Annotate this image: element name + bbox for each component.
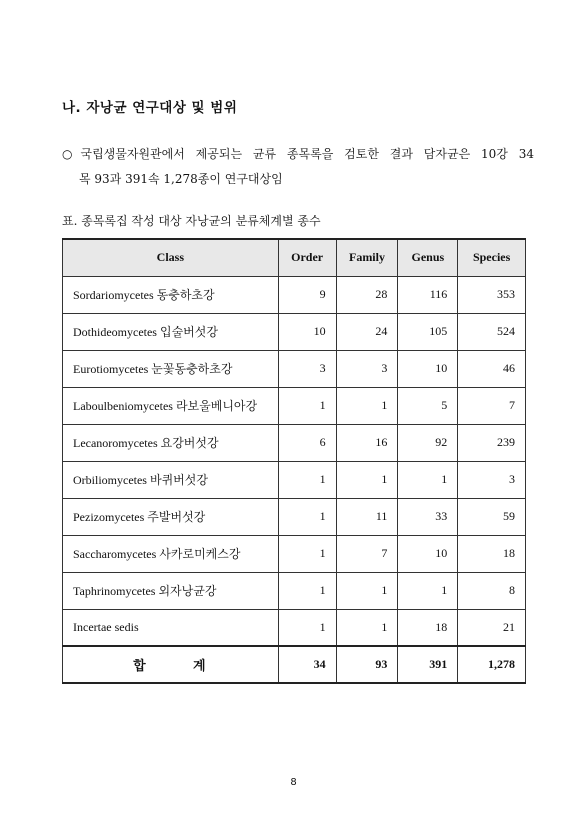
- cell-order: 9: [278, 276, 336, 313]
- total-label: 합 계: [63, 646, 279, 683]
- table-row: [63, 535, 526, 572]
- cell-order: 1: [278, 498, 336, 535]
- cell-genus: 92: [398, 424, 458, 461]
- cell-family: 28: [336, 276, 398, 313]
- cell-genus: 116: [398, 276, 458, 313]
- cell-class: Sordariomycetes 동충하초강: [63, 276, 279, 313]
- total-family: 93: [336, 646, 398, 683]
- cell-genus: 5: [398, 387, 458, 424]
- table-row: [63, 498, 526, 535]
- cell-family: 1: [336, 572, 398, 609]
- cell-genus: 1: [398, 461, 458, 498]
- cell-family: 11: [336, 498, 398, 535]
- table-row: [63, 572, 526, 609]
- cell-genus: 10: [398, 350, 458, 387]
- bullet-text-line-2: 목 93과 391속 1,278종이 연구대상임: [79, 172, 283, 186]
- cell-genus: 1: [398, 572, 458, 609]
- cell-order: 3: [278, 350, 336, 387]
- cell-family: 1: [336, 609, 398, 646]
- cell-order: 1: [278, 609, 336, 646]
- table-row: [63, 461, 526, 498]
- total-species: 1,278: [458, 646, 526, 683]
- table-row: [63, 424, 526, 461]
- table-row: [63, 387, 526, 424]
- table-row: [63, 350, 526, 387]
- cell-order: 1: [278, 535, 336, 572]
- cell-order: 1: [278, 387, 336, 424]
- cell-family: 1: [336, 387, 398, 424]
- cell-order: 1: [278, 572, 336, 609]
- cell-family: 1: [336, 461, 398, 498]
- table-header-row: [63, 239, 526, 276]
- cell-genus: 18: [398, 609, 458, 646]
- table-row: [63, 276, 526, 313]
- table-total-row: [63, 646, 526, 683]
- cell-species: 18: [458, 535, 526, 572]
- cell-class: Dothideomycetes 입술버섯강: [63, 313, 279, 350]
- bullet-paragraph: [62, 142, 534, 192]
- cell-species: 8: [458, 572, 526, 609]
- table-row: [63, 313, 526, 350]
- table-row: [63, 609, 526, 646]
- cell-species: 46: [458, 350, 526, 387]
- species-count-table: [62, 238, 526, 684]
- header-genus: Genus: [398, 239, 458, 276]
- header-family: Family: [336, 239, 398, 276]
- cell-genus: 33: [398, 498, 458, 535]
- cell-species: 59: [458, 498, 526, 535]
- cell-species: 21: [458, 609, 526, 646]
- cell-species: 353: [458, 276, 526, 313]
- cell-order: 10: [278, 313, 336, 350]
- cell-family: 3: [336, 350, 398, 387]
- cell-species: 3: [458, 461, 526, 498]
- cell-family: 24: [336, 313, 398, 350]
- cell-class: Orbiliomycetes 바퀴버섯강: [63, 461, 279, 498]
- bullet-line-1: [62, 142, 534, 167]
- cell-family: 16: [336, 424, 398, 461]
- section-title: 나. 자낭균 연구대상 및 범위: [62, 100, 238, 116]
- bullet-text-line-1: 국립생물자원관에서 제공되는 균류 종목록을 검토한 결과 담자균은 10강 34: [80, 147, 534, 161]
- cell-family: 7: [336, 535, 398, 572]
- cell-class: Saccharomycetes 사카로미케스강: [63, 535, 279, 572]
- total-genus: 391: [398, 646, 458, 683]
- cell-species: 7: [458, 387, 526, 424]
- cell-order: 6: [278, 424, 336, 461]
- cell-class: Taphrinomycetes 외자낭균강: [63, 572, 279, 609]
- cell-class: Laboulbeniomycetes 라보울베니아강: [63, 387, 279, 424]
- cell-species: 239: [458, 424, 526, 461]
- circle-bullet-icon: ○: [62, 147, 73, 161]
- header-species: Species: [458, 239, 526, 276]
- cell-genus: 10: [398, 535, 458, 572]
- table-caption: 표. 종목록집 작성 대상 자낭균의 분류체계별 종수: [62, 214, 321, 228]
- total-order: 34: [278, 646, 336, 683]
- cell-class: Eurotiomycetes 눈꽃동충하초강: [63, 350, 279, 387]
- cell-class: Pezizomycetes 주발버섯강: [63, 498, 279, 535]
- header-order: Order: [278, 239, 336, 276]
- cell-class: Lecanoromycetes 요강버섯강: [63, 424, 279, 461]
- cell-class: Incertae sedis: [63, 609, 279, 646]
- cell-genus: 105: [398, 313, 458, 350]
- cell-order: 1: [278, 461, 336, 498]
- cell-species: 524: [458, 313, 526, 350]
- header-class: Class: [63, 239, 279, 276]
- page-number: 8: [290, 777, 297, 788]
